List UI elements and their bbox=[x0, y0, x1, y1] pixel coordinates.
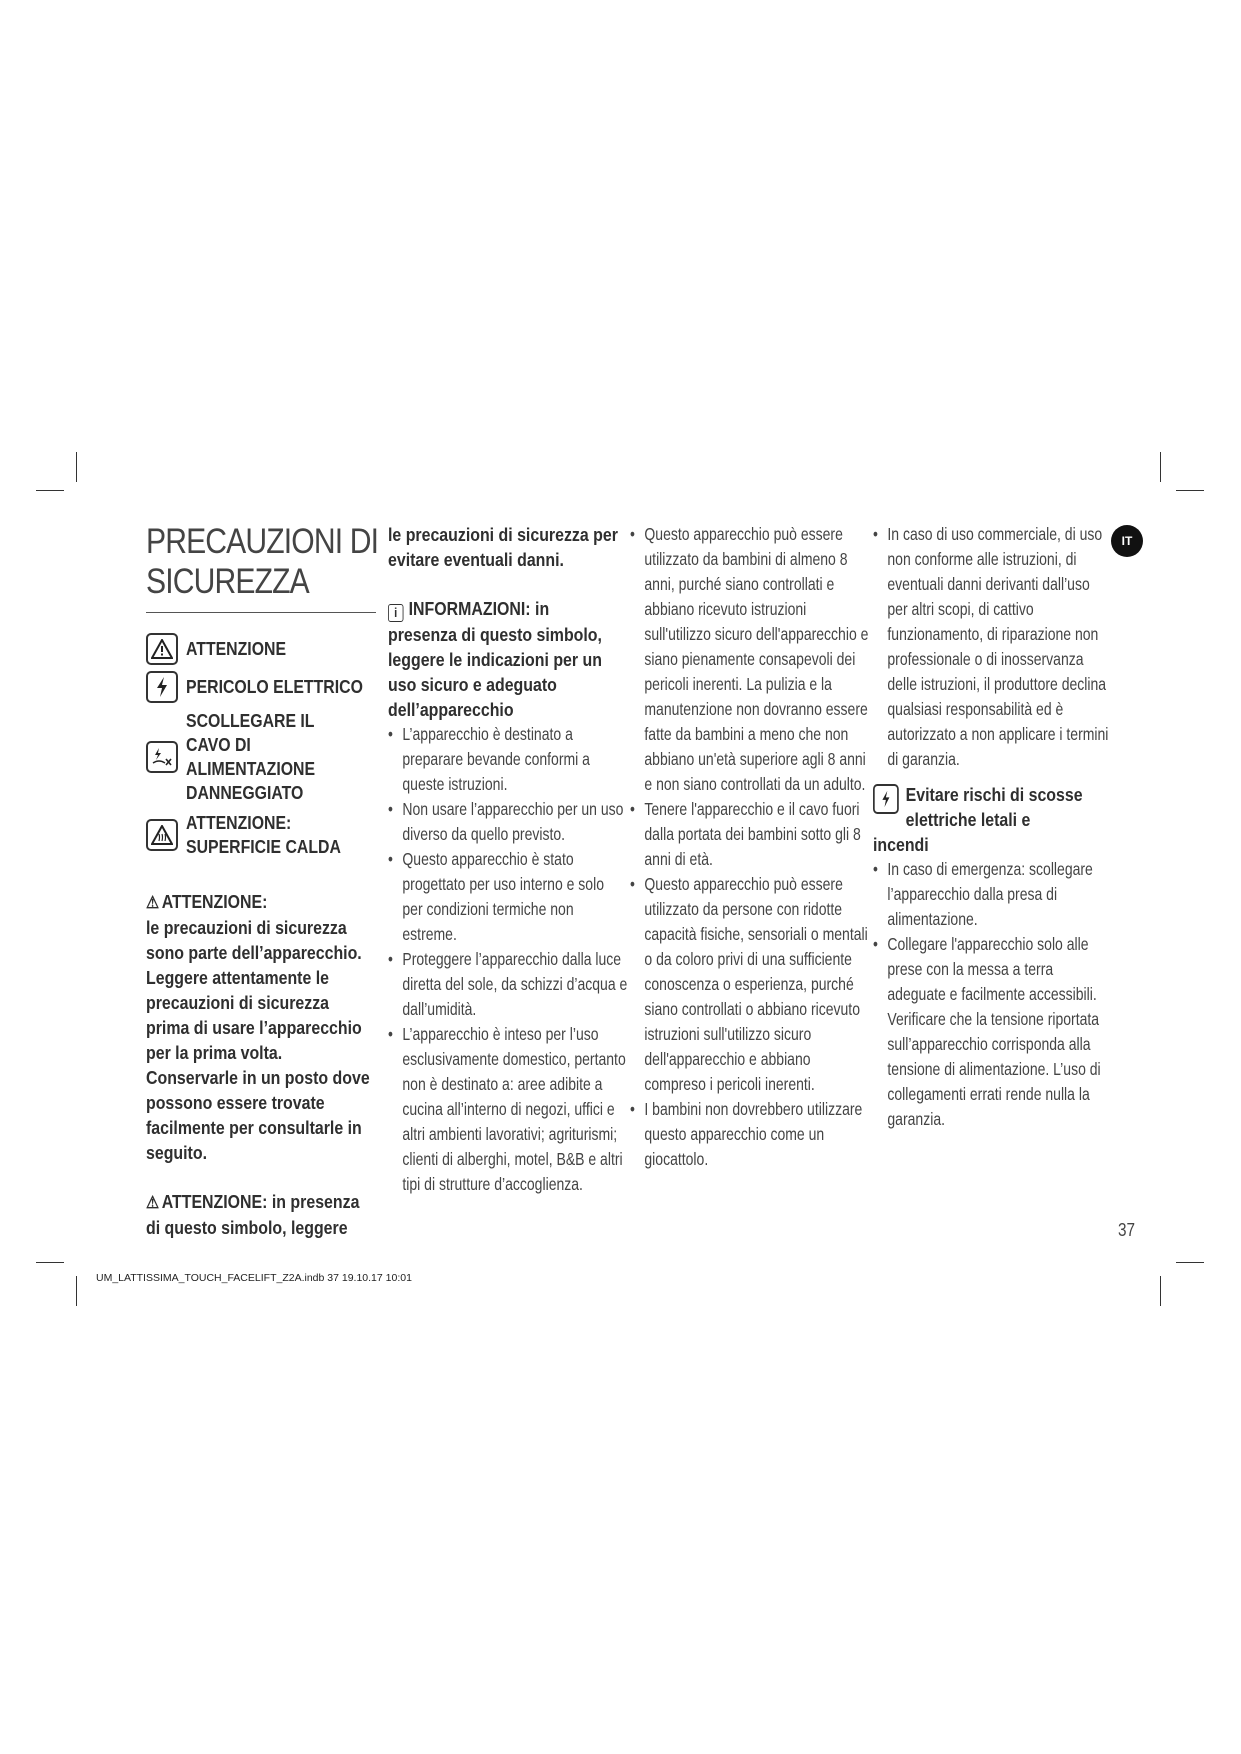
warning-body: le precauzioni di sicurezza sono parte dell’apparecchio. Leggere attentamente le precauzioni di sicurezza prima di usare l’apparecchio per la prima volta. Conservarle in un posto dove possono essere trovate facilmente per consultarle in seguito. bbox=[146, 917, 370, 1163]
crop-mark bbox=[76, 1276, 77, 1306]
list-item: • In caso di uso commerciale, di uso non conforme alle istruzioni, di eventuali danni derivanti dall’uso per altri scopi, di cattivo funzionamento, di riparazione non professionale o di inosservanza delle istruzioni, il produttore declina qualsiasi responsabilità ed è autorizzato a non applicare i termini di garanzia. bbox=[873, 522, 1113, 772]
list-item: • I bambini non dovrebbero utilizzare questo apparecchio come un giocattolo. bbox=[630, 1097, 870, 1172]
warning-triangle-icon: ⚠ bbox=[146, 1193, 160, 1212]
crop-mark bbox=[1176, 1262, 1204, 1263]
crop-mark bbox=[1160, 1276, 1161, 1306]
print-footer: UM_LATTISSIMA_TOUCH_FACELIFT_Z2A.indb 37 19.10.17 10:01 bbox=[96, 1272, 412, 1284]
symbol-label: SCOLLEGARE IL CAVO DI ALIMENTAZIONE DANNEGGIATO bbox=[186, 711, 316, 803]
list-item: • L’apparecchio è destinato a preparare bevande conformi a queste istruzioni. bbox=[388, 722, 628, 797]
page-number: 37 bbox=[1118, 1220, 1136, 1240]
hot-surface-icon bbox=[146, 819, 178, 851]
column-2 bbox=[388, 522, 628, 1197]
info-block bbox=[388, 596, 620, 722]
electric-bolt-icon bbox=[146, 671, 178, 703]
crop-mark bbox=[1176, 490, 1204, 491]
warning-triangle-icon: ⚠ bbox=[146, 893, 160, 912]
list-item: • Tenere l'apparecchio e il cavo fuori dalla portata dei bambini sotto gli 8 anni di età. bbox=[630, 797, 870, 872]
symbol-unplug bbox=[146, 709, 376, 805]
info-icon: i bbox=[388, 604, 403, 622]
crop-mark bbox=[36, 1262, 64, 1263]
warning-2-text: ATTENZIONE: in presenza di questo simbolo, leggere bbox=[146, 1191, 360, 1238]
title-divider bbox=[146, 612, 376, 613]
crop-mark bbox=[1160, 452, 1161, 482]
electric-bolt-icon bbox=[873, 784, 899, 814]
bullet-list bbox=[388, 722, 628, 1197]
page-title-line-2: SICUREZZA bbox=[146, 562, 309, 601]
list-item: • L’apparecchio è inteso per l’uso esclusivamente domestico, pertanto non è destinato a: aree adibite a cucina all’interno di negozi, uffici e altri ambienti lavorativi; agriturismi; clienti di alberghi, motel, B&B e altri tipi di strutture d’accoglienza. bbox=[388, 1022, 628, 1197]
list-item: • In caso di emergenza: scollegare l’apparecchio dalla presa di alimentazione. bbox=[873, 857, 1113, 932]
bullet-list bbox=[873, 857, 1113, 1132]
list-item: • Questo apparecchio può essere utilizzato da persone con ridotte capacità fisiche, sensoriali o mentali o da coloro privi di una sufficiente conoscenza o esperienza, purché siano controllati o abbiano ricevuto istruzioni sull'utilizzo sicuro dell'apparecchio e abbiano compreso i pericoli inerenti. bbox=[630, 872, 870, 1097]
info-text: INFORMAZIONI: in presenza di questo simbolo, leggere le indicazioni per un uso sicuro e adeguato dell’apparecchio bbox=[388, 598, 602, 720]
language-badge: IT bbox=[1111, 525, 1143, 557]
symbol-attention bbox=[146, 633, 376, 665]
symbol-electric bbox=[146, 671, 376, 703]
crop-mark bbox=[36, 490, 64, 491]
symbol-label: ATTENZIONE: SUPERFICIE CALDA bbox=[186, 813, 341, 857]
list-item: • Questo apparecchio è stato progettato per uso interno e solo per condizioni termiche non estreme. bbox=[388, 847, 628, 947]
warning-continuation: le precauzioni di sicurezza per evitare eventuali danni. bbox=[388, 524, 618, 570]
symbol-label: PERICOLO ELETTRICO bbox=[186, 677, 363, 697]
list-item: • Questo apparecchio può essere utilizzato da bambini di almeno 8 anni, purché siano controllati e abbiano ricevuto istruzioni sull'utilizzo sicuro dell'apparecchio e siano pienamente consapevoli dei pericoli inerenti. La pulizia e la manutenzione non dovranno essere fatte da bambini a meno che non abbiano un'età superiore agli 8 anni e non siano controllati da un adulto. bbox=[630, 522, 870, 797]
page-title-line-1: PRECAUZIONI DI bbox=[146, 522, 379, 561]
warning-triangle-icon bbox=[146, 633, 178, 665]
warning-block-2 bbox=[146, 1189, 376, 1240]
list-item: • Proteggere l’apparecchio dalla luce diretta del sole, da schizzi d’acqua e dall’umidità. bbox=[388, 947, 628, 1022]
unplug-cable-icon bbox=[146, 741, 178, 773]
bullet-list bbox=[630, 522, 870, 1172]
column-1 bbox=[146, 522, 379, 1240]
symbol-label: ATTENZIONE bbox=[186, 639, 287, 659]
bullet-list bbox=[873, 522, 1113, 772]
crop-mark bbox=[76, 452, 77, 482]
list-item: • Collegare l'apparecchio solo alle prese con la messa a terra adeguate e facilmente accessibili. Verificare che la tensione riportata sull’apparecchio corrisponda alla tensione di alimentazione. L’uso di collegamenti errati rende nulla la garanzia. bbox=[873, 932, 1113, 1132]
warning-title: ATTENZIONE: bbox=[161, 891, 268, 912]
warning-block bbox=[146, 889, 376, 1165]
column-3 bbox=[630, 522, 870, 1172]
section-heading bbox=[873, 782, 1088, 857]
symbol-hot-surface bbox=[146, 811, 376, 859]
list-item: • Non usare l’apparecchio per un uso diverso da quello previsto. bbox=[388, 797, 628, 847]
section-heading-text: Evitare rischi di scosse elettriche letali e incendi bbox=[873, 784, 1083, 855]
column-4 bbox=[873, 522, 1109, 1132]
